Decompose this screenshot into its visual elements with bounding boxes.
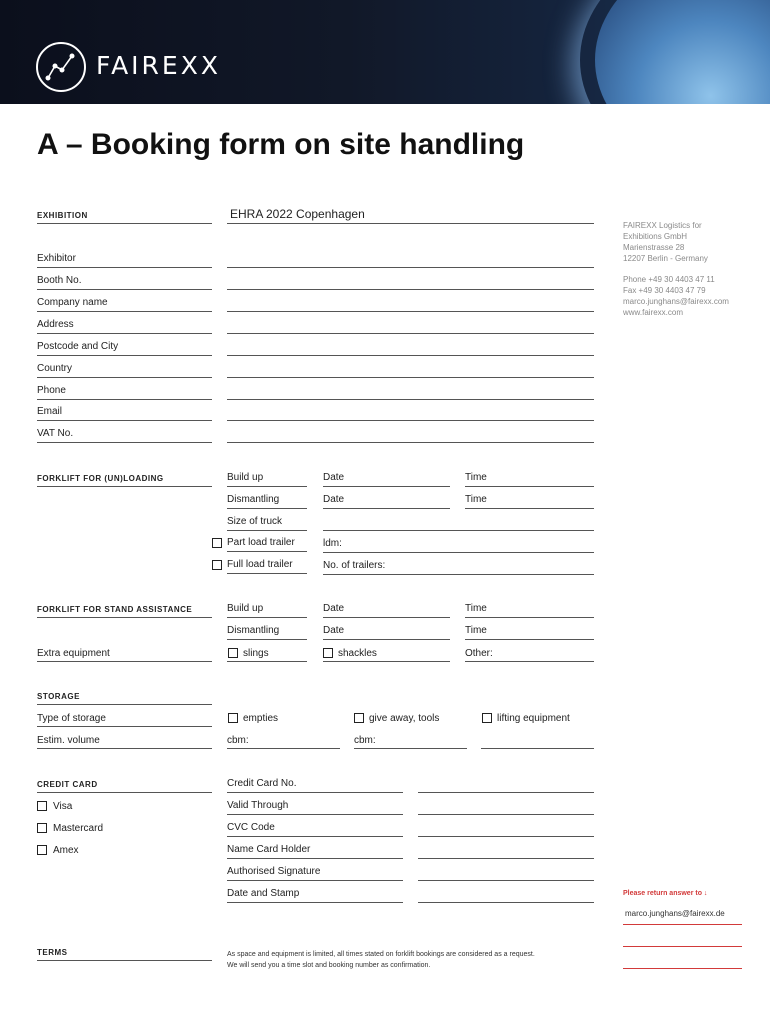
field-label-phone: Phone [37, 385, 66, 396]
booth-input[interactable] [227, 289, 594, 290]
extra-equipment-underline [37, 661, 212, 662]
name-card-holder-input[interactable] [418, 858, 594, 859]
valid-through-input[interactable] [418, 814, 594, 815]
cbm-label-2: cbm: [354, 735, 376, 746]
return-answer-note: Please return answer to ↓ [623, 890, 708, 897]
no-of-trailers-label: No. of trailers: [323, 560, 386, 571]
full-load-trailer-label: Full load trailer [227, 559, 293, 570]
field-label-line [37, 311, 212, 312]
address-input[interactable] [227, 333, 594, 334]
section-underline [37, 486, 212, 487]
field-label-booth: Booth No. [37, 275, 82, 286]
date-and-stamp-line [227, 902, 403, 903]
stand-dismantling-label: Dismantling [227, 625, 280, 636]
country-input[interactable] [227, 377, 594, 378]
empties-checkbox[interactable] [228, 713, 238, 723]
shackles-checkbox[interactable] [323, 648, 333, 658]
field-label-line [37, 267, 212, 268]
give-away-tools-checkbox[interactable] [354, 713, 364, 723]
slings-checkbox[interactable] [228, 648, 238, 658]
shackles-line [323, 661, 450, 662]
part-load-trailer-checkbox[interactable] [212, 538, 222, 548]
valid-through-line [227, 814, 403, 815]
field-label-line [37, 442, 212, 443]
valid-through-label: Valid Through [227, 800, 289, 811]
field-label-vat: VAT No. [37, 428, 74, 439]
part-load-trailer-label: Part load trailer [227, 537, 295, 548]
field-label-line [37, 377, 212, 378]
field-label-line [37, 399, 212, 400]
vat-input[interactable] [227, 442, 594, 443]
estim-volume-label: Estim. volume [37, 735, 100, 746]
date-and-stamp-input[interactable] [418, 902, 594, 903]
exhibition-value: EHRA 2022 Copenhagen [230, 207, 365, 221]
terms-line-2: We will send you a time slot and booking number as confirmation. [227, 962, 431, 969]
field-label-line [37, 420, 212, 421]
section-underline [37, 617, 212, 618]
shackles-label: shackles [338, 648, 377, 659]
stand-build-up-date-label: Date [323, 603, 345, 614]
stand-build-up-line [227, 617, 307, 618]
section-underline [37, 960, 212, 961]
stand-build-up-time-input[interactable] [465, 617, 594, 618]
give-away-tools-label: give away, tools [369, 713, 440, 724]
section-underline [37, 792, 212, 793]
name-card-holder-label: Name Card Holder [227, 844, 311, 855]
ldm-label: ldm: [323, 538, 342, 549]
cbm-label-1: cbm: [227, 735, 249, 746]
phone-input[interactable] [227, 399, 594, 400]
loading-build-up-line [227, 486, 307, 487]
date-and-stamp-label: Date and Stamp [227, 888, 300, 899]
exhibition-field-line[interactable] [227, 223, 594, 224]
stand-dismantling-date-input[interactable] [323, 639, 450, 640]
cvc-code-line [227, 836, 403, 837]
loading-dismantling-date-input[interactable] [323, 508, 450, 509]
slings-label: slings [243, 648, 269, 659]
return-email: marco.junghans@fairexx.de [625, 909, 725, 918]
loading-build-up-date-input[interactable] [323, 486, 450, 487]
cbm-input-3[interactable] [481, 748, 594, 749]
company-input[interactable] [227, 311, 594, 312]
section-underline [37, 704, 212, 705]
loading-dismantling-date-label: Date [323, 494, 345, 505]
visa-checkbox[interactable] [37, 801, 47, 811]
planet-image [595, 0, 770, 104]
cvc-code-input[interactable] [418, 836, 594, 837]
full-load-trailer-checkbox[interactable] [212, 560, 222, 570]
name-card-holder-line [227, 858, 403, 859]
slings-line [227, 661, 307, 662]
field-label-email: Email [37, 406, 63, 417]
return-red-line-1 [623, 924, 742, 925]
credit-card-title: CREDIT CARD [37, 780, 98, 789]
stand-dismantling-time-input[interactable] [465, 639, 594, 640]
loading-dismantling-time-label: Time [465, 494, 487, 505]
credit-card-no-label: Credit Card No. [227, 778, 297, 789]
authorised-signature-label: Authorised Signature [227, 866, 321, 877]
ldm-input[interactable] [323, 552, 594, 553]
other-label: Other: [465, 648, 493, 659]
mastercard-checkbox[interactable] [37, 823, 47, 833]
field-label-line [37, 289, 212, 290]
type-of-storage-label: Type of storage [37, 713, 106, 724]
storage-title: STORAGE [37, 692, 80, 701]
amex-label: Amex [53, 845, 79, 856]
company-contact: Phone +49 30 4403 47 11 Fax +49 30 4403 47 79 marco.junghans@fairexx.com www.fairexx.com [623, 275, 729, 317]
terms-title: TERMS [37, 948, 68, 957]
loading-dismantling-label: Dismantling [227, 494, 280, 505]
terms-line-1: As space and equipment is limited, all times stated on forklift bookings are considered as a request. [227, 951, 535, 958]
stand-dismantling-line [227, 639, 307, 640]
stand-dismantling-date-label: Date [323, 625, 345, 636]
return-red-line-3 [623, 968, 742, 969]
stand-dismantling-time-label: Time [465, 625, 487, 636]
empties-label: empties [243, 713, 279, 724]
field-label-line [37, 333, 212, 334]
page-title: A – Booking form on site handling [37, 128, 525, 161]
exhibition-label: EXHIBITION [37, 211, 88, 220]
extra-equipment-label: Extra equipment [37, 648, 110, 659]
visa-label: Visa [53, 801, 73, 812]
size-of-truck-input[interactable] [323, 530, 594, 531]
cbm-input-2[interactable] [354, 748, 467, 749]
stand-build-up-date-input[interactable] [323, 617, 450, 618]
loading-build-up-time-label: Time [465, 472, 487, 483]
exhibition-label-underline [37, 223, 212, 224]
authorised-signature-input[interactable] [418, 880, 594, 881]
lifting-equipment-label: lifting equipment [497, 713, 570, 724]
field-label-postcode: Postcode and City [37, 341, 119, 352]
no-of-trailers-input[interactable] [323, 574, 594, 575]
loading-dismantling-time-input[interactable] [465, 508, 594, 509]
field-label-line [37, 355, 212, 356]
stand-build-up-time-label: Time [465, 603, 487, 614]
loading-build-up-date-label: Date [323, 472, 345, 483]
exhibitor-input[interactable] [227, 267, 594, 268]
email-input[interactable] [227, 420, 594, 421]
authorised-signature-line [227, 880, 403, 881]
lifting-equipment-checkbox[interactable] [482, 713, 492, 723]
mastercard-label: Mastercard [53, 823, 104, 834]
fairexx-logo-icon [36, 42, 86, 92]
field-label-address: Address [37, 319, 74, 330]
field-label-country: Country [37, 363, 73, 374]
postcode-input[interactable] [227, 355, 594, 356]
estim-volume-underline [37, 748, 212, 749]
forklift-stand-title: FORKLIFT FOR STAND ASSISTANCE [37, 605, 193, 614]
other-input[interactable] [465, 661, 594, 662]
forklift-loading-title: FORKLIFT FOR (UN)LOADING [37, 474, 164, 483]
cbm-input-1[interactable] [227, 748, 340, 749]
company-address: FAIREXX Logistics for Exhibitions GmbH Marienstrasse 28 12207 Berlin - Germany [623, 221, 708, 263]
stand-build-up-label: Build up [227, 603, 264, 614]
part-load-trailer-line [227, 551, 307, 552]
amex-checkbox[interactable] [37, 845, 47, 855]
size-of-truck-label: Size of truck [227, 516, 283, 527]
return-red-line-2 [623, 946, 742, 947]
credit-card-no-input[interactable] [418, 792, 594, 793]
brand-name: FAIREXX [96, 51, 221, 80]
field-label-company: Company name [37, 297, 108, 308]
credit-card-no-line [227, 792, 403, 793]
loading-build-up-label: Build up [227, 472, 264, 483]
loading-build-up-time-input[interactable] [465, 486, 594, 487]
loading-dismantling-line [227, 508, 307, 509]
header-banner [0, 0, 770, 104]
size-of-truck-line [227, 530, 307, 531]
type-of-storage-underline [37, 726, 212, 727]
full-load-trailer-line [227, 573, 307, 574]
field-label-exhibitor: Exhibitor [37, 253, 76, 264]
cvc-code-label: CVC Code [227, 822, 275, 833]
